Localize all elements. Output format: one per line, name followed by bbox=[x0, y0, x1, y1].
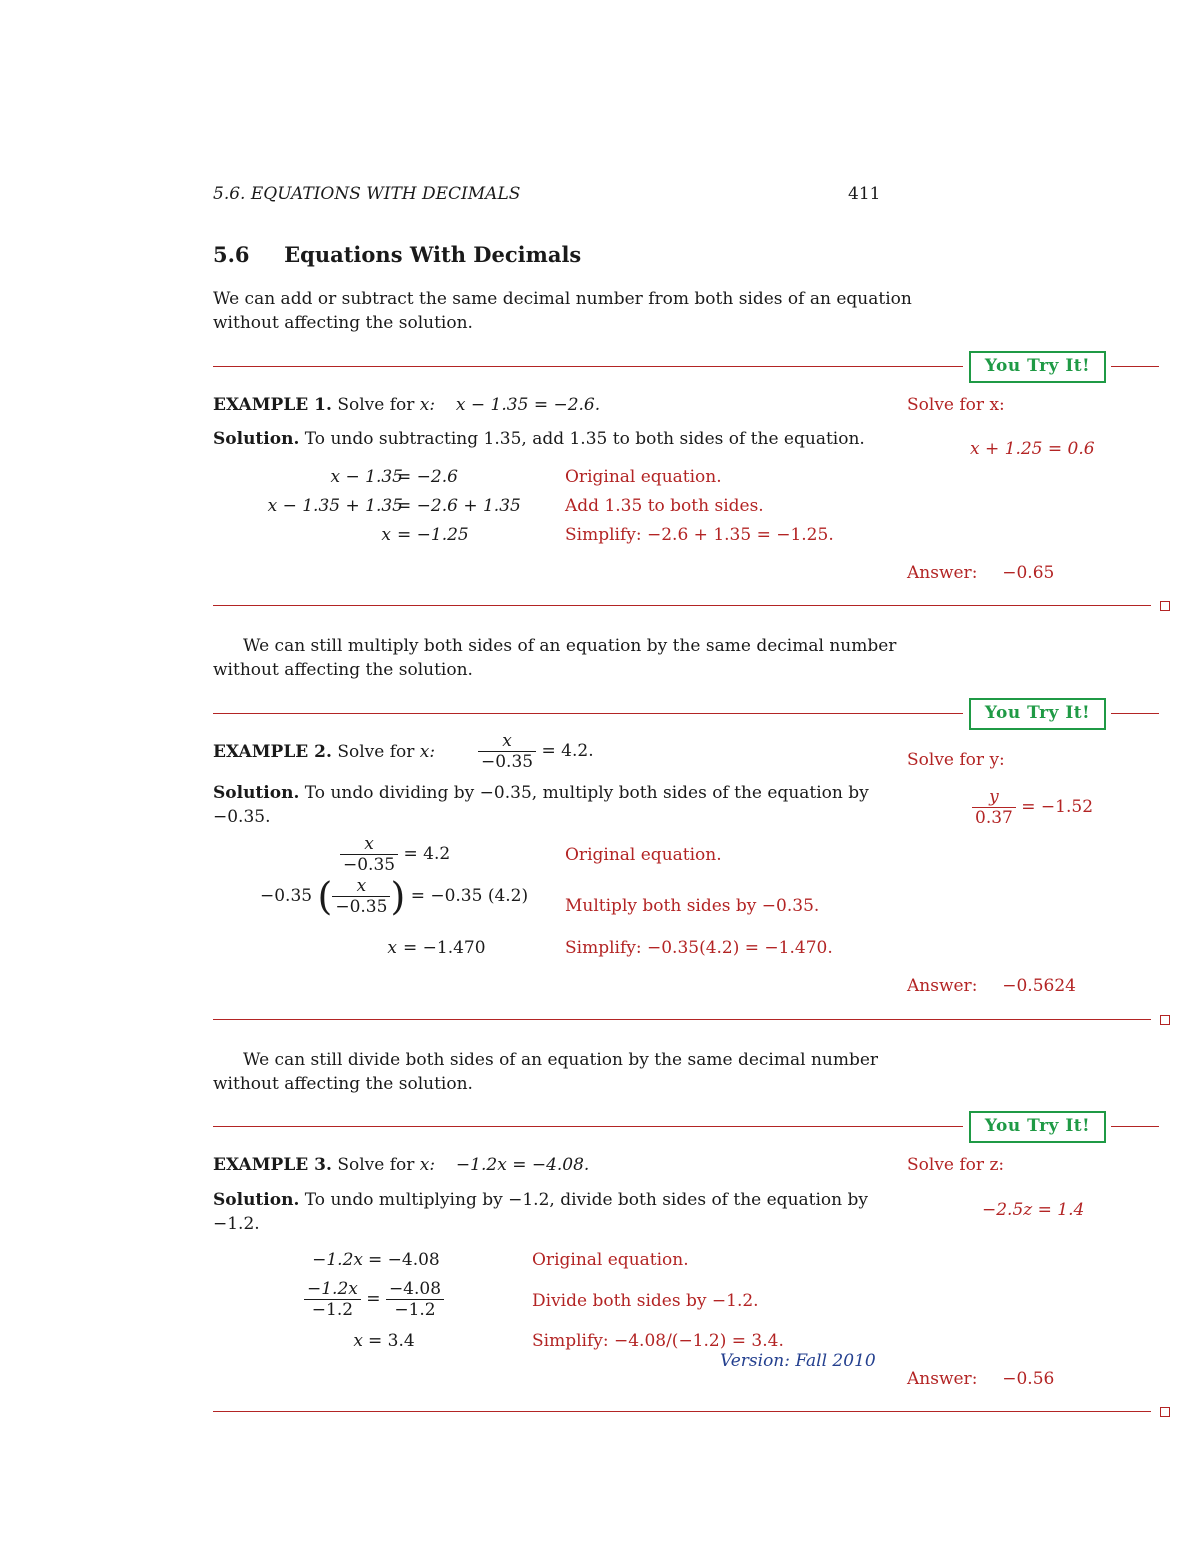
try-3-equation: −2.5z = 1.4 bbox=[982, 1200, 1085, 1220]
example-2-solution: Solution. To undo dividing by −0.35, multiply both sides of the equation by bbox=[213, 783, 869, 803]
ex1-step2-note: Add 1.35 to both sides. bbox=[565, 496, 764, 516]
example-1-bottom-rule bbox=[213, 605, 1151, 606]
ex3-step2: $\frac{-1.2x}{-1.2}$ = $\frac{-4.08}{-1.2}$ bbox=[304, 1279, 444, 1320]
ex3-step2-note: Divide both sides by −1.2. bbox=[532, 1291, 759, 1311]
try-1-equation: x + 1.25 = 0.6 bbox=[970, 439, 1095, 459]
ex2-step3-lhs: x bbox=[387, 938, 397, 958]
ex1-step3-rhs: = −1.25 bbox=[397, 525, 469, 545]
example-3-bottom-rule bbox=[213, 1411, 1151, 1412]
ex1-step1-rhs: = −2.6 bbox=[397, 467, 458, 487]
ex3-step1-lhs: −1.2x bbox=[312, 1250, 363, 1270]
you-try-it-badge-3: You Try It! bbox=[969, 1111, 1106, 1143]
example-3-label: EXAMPLE 3. bbox=[213, 1155, 332, 1175]
end-of-example-1-icon bbox=[1160, 601, 1170, 611]
try-2-equation: $\frac{y}{0.37}$ = −1.52 bbox=[972, 787, 1093, 828]
try-3-answer: Answer: −0.56 bbox=[907, 1369, 1055, 1389]
example-1-statement: EXAMPLE 1. Solve for x: x − 1.35 = −2.6. bbox=[213, 395, 601, 415]
example-3-equation: −1.2x = −4.08. bbox=[455, 1155, 590, 1175]
try-1-prompt: Solve for x: bbox=[907, 395, 1005, 415]
example-1-equation: x − 1.35 = −2.6. bbox=[455, 395, 601, 415]
ex3-step1-rhs: = −4.08 bbox=[368, 1250, 440, 1270]
ex3-step1-note: Original equation. bbox=[532, 1250, 689, 1270]
example-2-solution-line-2: −0.35. bbox=[213, 807, 271, 827]
ex2-step3-note: Simplify: −0.35(4.2) = −1.470. bbox=[565, 938, 833, 958]
example-1-top-rule bbox=[213, 366, 963, 367]
version-footer: Version: Fall 2010 bbox=[720, 1351, 876, 1371]
example-2-statement: EXAMPLE 2. Solve for x: bbox=[213, 742, 436, 762]
end-of-example-2-icon bbox=[1160, 1015, 1170, 1025]
ex1-step3-lhs: x bbox=[381, 525, 391, 545]
example-3-solution-line-2: −1.2. bbox=[213, 1214, 260, 1234]
example-3-top-rule-right bbox=[1111, 1126, 1159, 1127]
section-title: Equations With Decimals bbox=[284, 242, 582, 267]
section-number: 5.6 bbox=[213, 242, 250, 267]
intro-line-2: without affecting the solution. bbox=[213, 313, 473, 333]
you-try-it-badge-2: You Try It! bbox=[969, 698, 1106, 730]
ex3-step3-lhs: x bbox=[353, 1331, 363, 1351]
mid-1-line-1: We can still multiply both sides of an equation by the same decimal number bbox=[243, 636, 897, 656]
mid-1-line-2: without affecting the solution. bbox=[213, 660, 473, 680]
example-1-top-rule-right bbox=[1111, 366, 1159, 367]
running-header: 5.6. EQUATIONS WITH DECIMALS bbox=[213, 184, 521, 204]
ex1-step2-rhs: = −2.6 + 1.35 bbox=[397, 496, 521, 516]
ex3-step3-note: Simplify: −4.08/(−1.2) = 3.4. bbox=[532, 1331, 784, 1351]
ex2-step1-note: Original equation. bbox=[565, 845, 722, 865]
example-2-label: EXAMPLE 2. bbox=[213, 742, 332, 762]
ex2-step1-lhs: $\frac{x}{-0.35}$ = 4.2 bbox=[340, 834, 450, 875]
example-3-statement: EXAMPLE 3. Solve for x: −1.2x = −4.08. bbox=[213, 1155, 590, 1175]
mid-2-line-2: without affecting the solution. bbox=[213, 1074, 473, 1094]
try-2-answer: Answer: −0.5624 bbox=[907, 976, 1076, 996]
example-2-top-rule-right bbox=[1111, 713, 1159, 714]
example-2-bottom-rule bbox=[213, 1019, 1151, 1020]
example-3-top-rule bbox=[213, 1126, 963, 1127]
intro-line-1: We can add or subtract the same decimal number from both sides of an equation bbox=[213, 289, 912, 309]
ex1-step2-lhs: x − 1.35 + 1.35 bbox=[267, 496, 403, 516]
example-3-solution: Solution. To undo multiplying by −1.2, divide both sides of the equation by bbox=[213, 1190, 868, 1210]
example-2-top-rule bbox=[213, 713, 963, 714]
try-1-answer: Answer: −0.65 bbox=[907, 563, 1055, 583]
ex1-step1-note: Original equation. bbox=[565, 467, 722, 487]
ex2-step2-note: Multiply both sides by −0.35. bbox=[565, 896, 820, 916]
example-1-solution: Solution. To undo subtracting 1.35, add 1.35 to both sides of the equation. bbox=[213, 429, 865, 449]
example-1-label: EXAMPLE 1. bbox=[213, 395, 332, 415]
example-2-equation: $\frac{x}{-0.35}$ = 4.2. bbox=[478, 731, 594, 772]
ex2-step2-lhs: −0.35 ( $\frac{x}{-0.35}$ ) = −0.35 (4.2) bbox=[260, 874, 529, 919]
ex1-step3-note: Simplify: −2.6 + 1.35 = −1.25. bbox=[565, 525, 834, 545]
ex2-step3-rhs: = −1.470 bbox=[403, 938, 486, 958]
page-number: 411 bbox=[848, 184, 881, 204]
try-3-prompt: Solve for z: bbox=[907, 1155, 1005, 1175]
end-of-example-3-icon bbox=[1160, 1407, 1170, 1417]
try-2-prompt: Solve for y: bbox=[907, 750, 1005, 770]
you-try-it-badge-1: You Try It! bbox=[969, 351, 1106, 383]
ex3-step3-rhs: = 3.4 bbox=[368, 1331, 415, 1351]
ex1-step1-lhs: x − 1.35 bbox=[330, 467, 403, 487]
section-heading bbox=[213, 242, 581, 267]
mid-2-line-1: We can still divide both sides of an equation by the same decimal number bbox=[243, 1050, 879, 1070]
